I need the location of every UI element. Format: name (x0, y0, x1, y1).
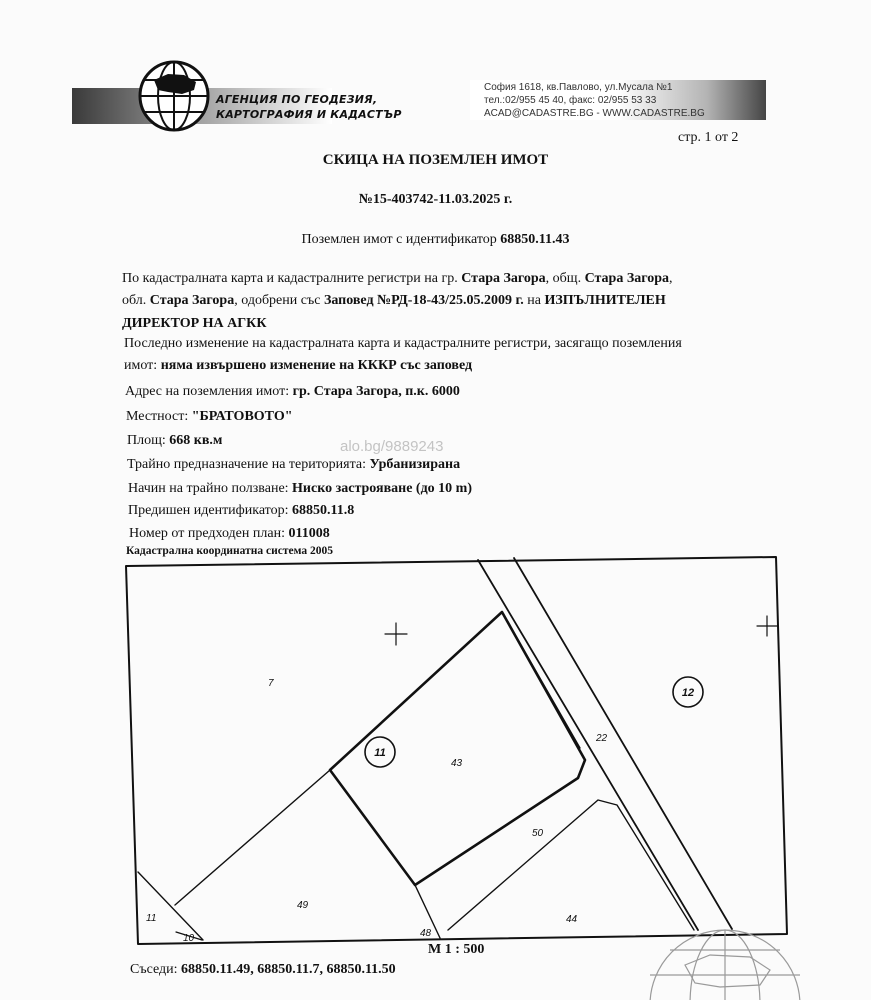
prev-plan-label: Номер от предходен план: (129, 526, 285, 541)
block-11-number: 11 (374, 747, 386, 759)
parcel-label-10: 10 (183, 933, 195, 944)
registry-text: , (669, 271, 673, 286)
purpose-value: Урбанизирана (369, 457, 461, 472)
registry-text: на (527, 293, 541, 308)
neighbors-label: Съседи: (130, 962, 178, 977)
block-12-number: 12 (681, 687, 695, 699)
parcel-label-44: 44 (566, 914, 578, 925)
registry-issuer-line: ДИРЕКТОР НА АГКК (122, 316, 267, 331)
road-edge-right (514, 558, 732, 929)
address-value: гр. Стара Загора, п.к. 6000 (292, 384, 460, 399)
map-frame (126, 557, 787, 944)
agency-address: София 1618, кв.Павлово, ул.Мусала №1 (484, 82, 673, 93)
last-change-value: няма извършено изменение на КККР със заповед (160, 358, 473, 373)
identifier-value: 68850.11.43 (500, 232, 570, 247)
registry-text: , одобрени със (234, 293, 321, 308)
registry-municipality: Стара Загора (584, 271, 670, 286)
address-label: Адрес на поземления имот: (125, 384, 290, 399)
locality-label: Местност: (126, 409, 189, 424)
map-scale: М 1 : 500 (428, 942, 485, 957)
document-title: СКИЦА НА ПОЗЕМЛЕН ИМОТ (322, 152, 549, 168)
prev-id-value: 68850.11.8 (292, 503, 355, 518)
registry-order: Заповед №РД-18-43/25.05.2009 г. (323, 293, 524, 308)
agency-name-line1: АГЕНЦИЯ ПО ГЕОДЕЗИЯ, (216, 93, 378, 106)
identifier-label: Поземлен имот с идентификатор (301, 232, 497, 247)
parcel-49-boundary (175, 770, 330, 905)
parcel-label-7: 7 (268, 678, 274, 689)
registry-region: Стара Загора (149, 293, 235, 308)
agency-email-web: ACAD@CADASTRE.BG - WWW.CADASTRE.BG (484, 108, 705, 119)
neighbors-value: 68850.11.49, 68850.11.7, 68850.11.50 (181, 962, 396, 977)
parcel-label-11: 11 (146, 913, 157, 924)
registry-issuer: ИЗПЪЛНИТЕЛЕН (544, 293, 666, 308)
coordinate-system-label: Кадастрална координатна система 2005 (126, 545, 333, 557)
last-change-label-2: имот: (124, 358, 158, 373)
watermark: alo.bg/9889243 (340, 438, 444, 455)
document-number: №15-403742-11.03.2025 г. (358, 192, 513, 207)
parcel-label-49: 49 (297, 900, 309, 911)
area-value: 668 кв.м (169, 433, 223, 448)
parcel-11-boundary (138, 872, 203, 940)
registry-text: , общ. (545, 271, 582, 286)
parcel-edge-line (502, 612, 580, 748)
purpose-label: Трайно предназначение на територията: (127, 457, 366, 472)
neighbors-row (130, 962, 396, 978)
stamp-globe-icon (600, 925, 840, 1000)
usage-label: Начин на трайно ползване: (128, 481, 289, 496)
locality-value: "БРАТОВОТО" (191, 409, 293, 424)
last-change-label: Последно изменение на кадастралната карта и кадастралните регистри, засягащо поземления (124, 336, 682, 351)
parcel-label-48: 48 (420, 928, 432, 939)
agency-name-line2: КАРТОГРАФИЯ И КАДАСТЪР (216, 108, 402, 121)
page-number: стр. 1 от 2 (678, 130, 739, 145)
agency-phone-fax: тел.:02/955 45 40, факс: 02/955 53 33 (484, 95, 657, 106)
prev-id-label: Предишен идентификатор: (128, 503, 289, 518)
registry-city: Стара Загора (461, 271, 546, 286)
area-label: Площ: (127, 433, 166, 448)
parcel-label-22: 22 (596, 733, 608, 744)
parcel-50-boundary (448, 800, 694, 930)
registry-text: По кадастралната карта и кадастралните регистри на гр. (122, 271, 458, 286)
parcel-label-43: 43 (451, 758, 463, 769)
prev-plan-value: 011008 (288, 526, 330, 541)
registry-text: обл. (122, 293, 147, 308)
usage-value: Ниско застрояване (до 10 m) (292, 481, 472, 496)
parcel-label-50: 50 (532, 828, 544, 839)
